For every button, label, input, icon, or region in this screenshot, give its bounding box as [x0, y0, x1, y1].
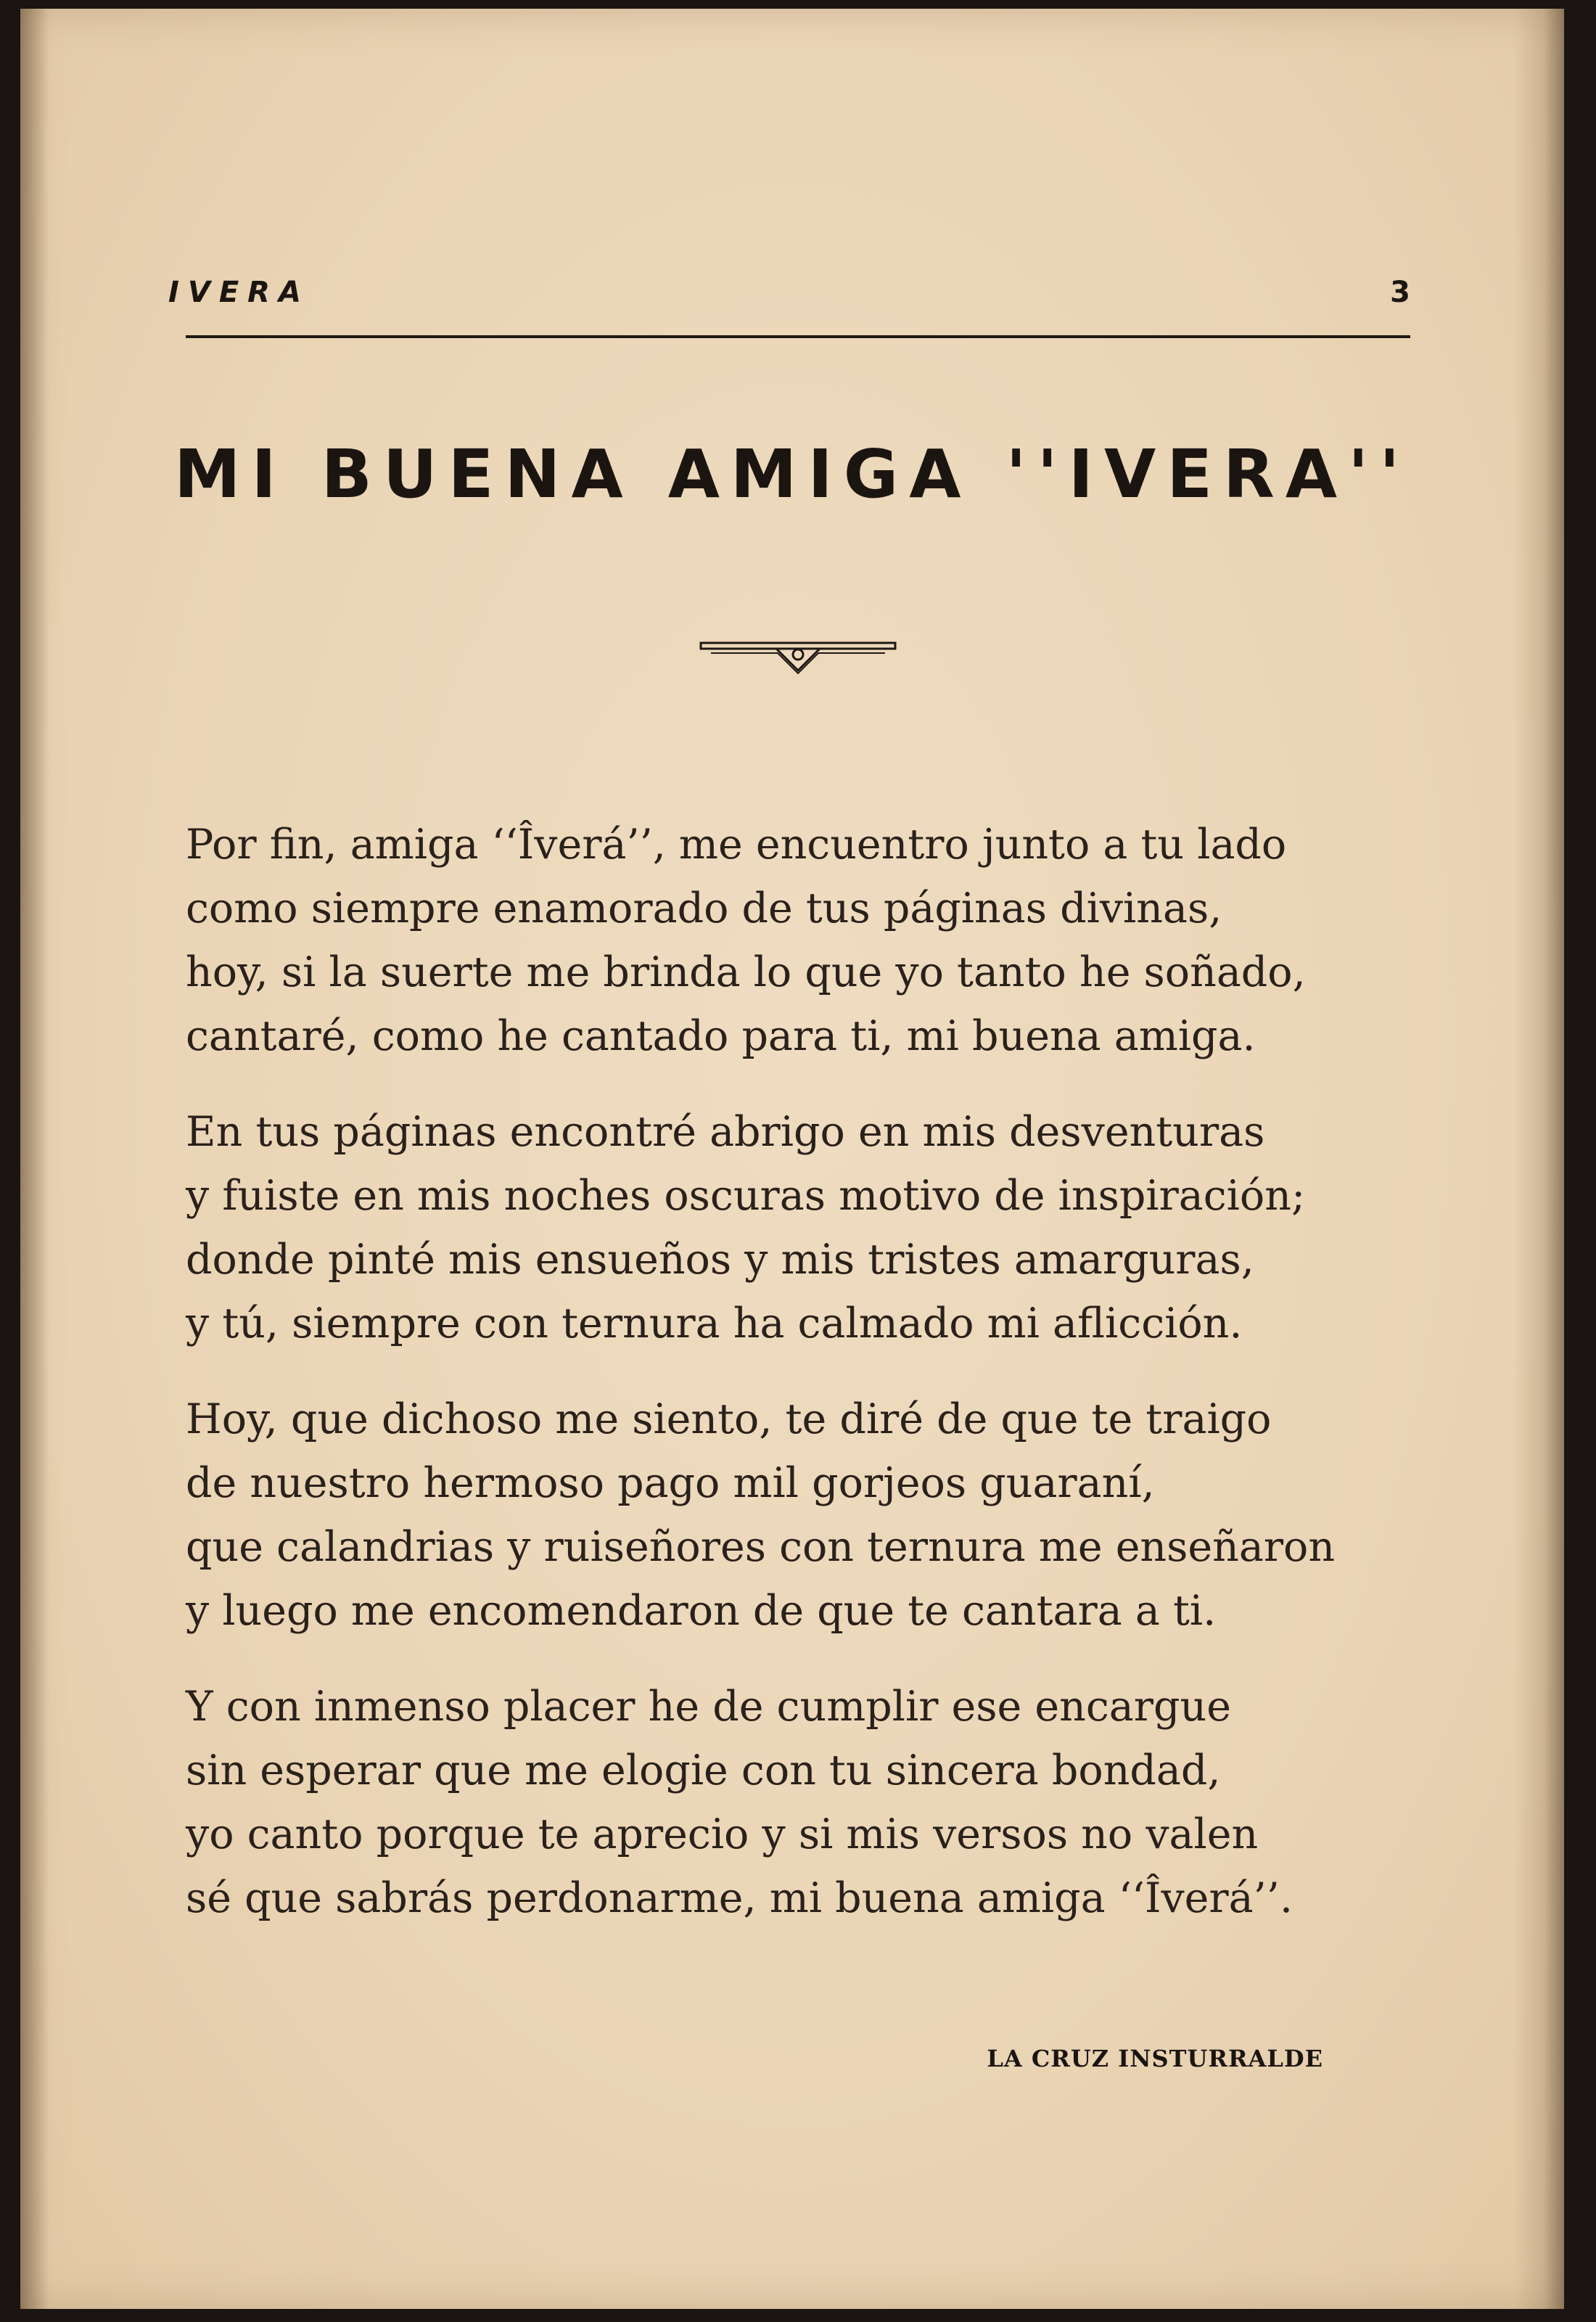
poem-line: y fuiste en mis noches oscuras motivo de inspiración; — [186, 1172, 1306, 1220]
poem-line: como siempre enamorado de tus páginas divinas, — [186, 885, 1222, 932]
running-head-title: IVERA — [168, 276, 310, 309]
poem-line: Y con inmenso placer he de cumplir ese encargue — [186, 1683, 1231, 1731]
poem-line: Por fin, amiga ‘‘Îverá’’, me encuentro junto a tu lado — [186, 821, 1287, 869]
poem-line: Hoy, que dichoso me siento, te diré de que te traigo — [186, 1395, 1272, 1443]
poem-title: MI BUENA AMIGA ''IVERA'' — [174, 435, 1411, 513]
poem-line: de nuestro hermoso pago mil gorjeos guaraní, — [186, 1459, 1155, 1507]
poem-stanza — [186, 1387, 1433, 1643]
decorative-divider-icon — [696, 639, 900, 682]
page-number: 3 — [1390, 276, 1410, 309]
poem-stanza — [186, 1100, 1433, 1355]
poem-line: yo canto porque te aprecio y si mis versos no valen — [186, 1810, 1259, 1858]
poem-line: hoy, si la suerte me brinda lo que yo tanto he soñado, — [186, 948, 1306, 996]
poem-stanza — [186, 1675, 1433, 1930]
poem-line: sin esperar que me elogie con tu sincera bondad, — [186, 1747, 1221, 1794]
poem-line: sé que sabrás perdonarme, mi buena amiga ‘‘Îverá’’. — [186, 1874, 1293, 1922]
author-signature: LA CRUZ INSTURRALDE — [987, 2045, 1323, 2072]
poem-line: donde pinté mis ensueños y mis tristes amarguras, — [186, 1236, 1254, 1284]
poem-body — [186, 813, 1433, 1962]
poem-line: En tus páginas encontré abrigo en mis desventuras — [186, 1108, 1265, 1156]
page-edge-shadow — [1513, 9, 1564, 2309]
poem-line: que calandrias y ruiseñores con ternura me enseñaron — [186, 1523, 1336, 1571]
running-head — [168, 276, 1410, 319]
poem-stanza — [186, 813, 1433, 1068]
binding-shadow — [20, 9, 49, 2309]
header-rule — [186, 335, 1410, 338]
poem-line: y tú, siempre con ternura ha calmado mi aflicción. — [186, 1300, 1243, 1347]
poem-line: cantaré, como he cantado para ti, mi buena amiga. — [186, 1012, 1256, 1060]
poem-line: y luego me encomendaron de que te cantara a ti. — [186, 1587, 1217, 1635]
